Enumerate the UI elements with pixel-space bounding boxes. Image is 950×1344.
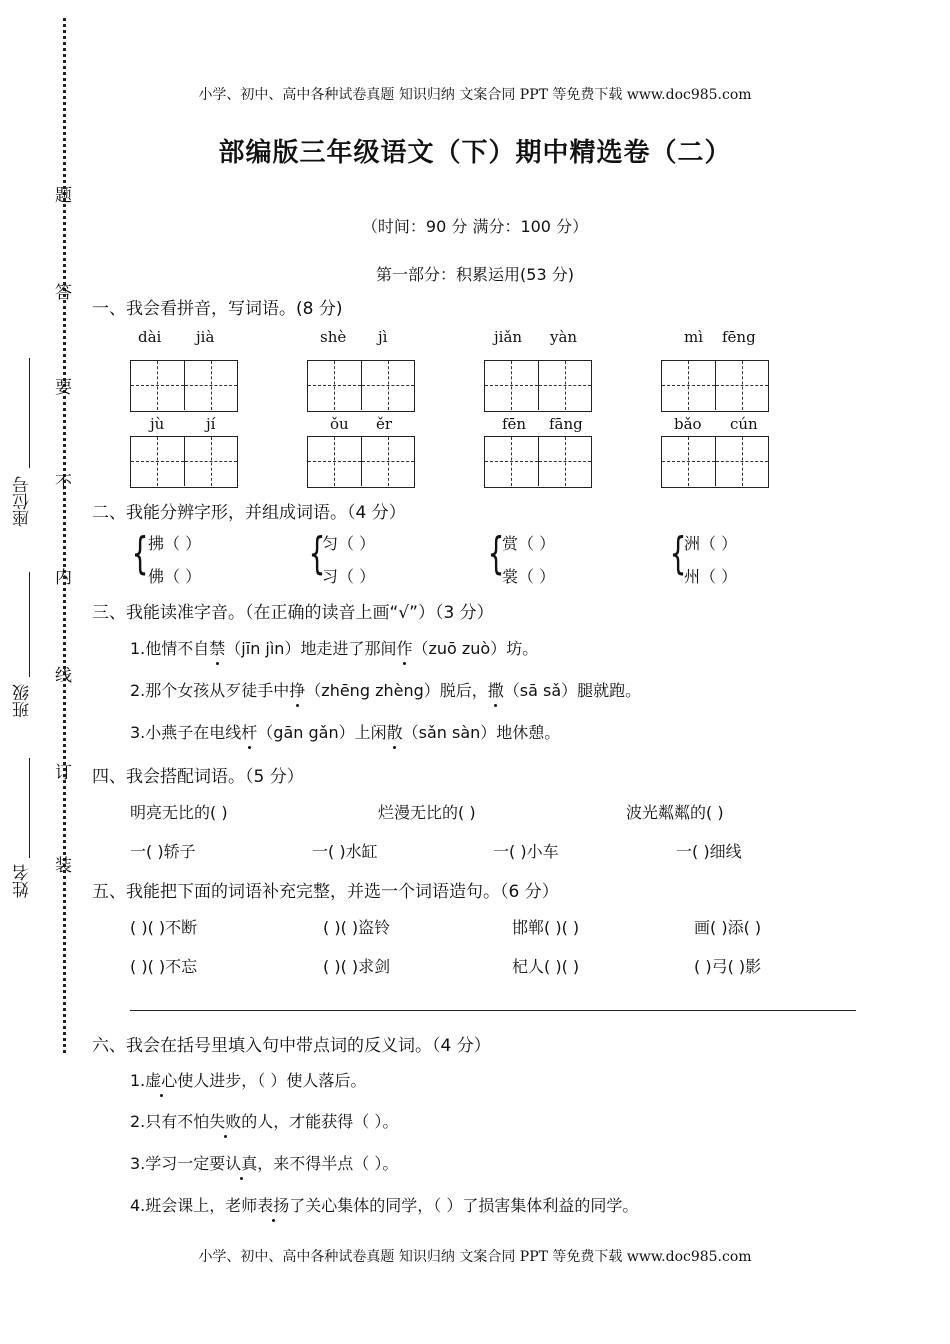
pinyin: bǎo <box>674 415 702 433</box>
binding-dotted-line <box>63 18 66 1053</box>
char-pair-bottom: 佛（ ） <box>148 567 202 586</box>
char-pair-top: 赏（ ） <box>502 534 556 553</box>
seat-underline <box>29 358 30 468</box>
pinyin: ěr <box>376 415 393 433</box>
q3-line: 1.他情不自禁（jīn jìn）地走进了那间作（zuō zuò）坊。 <box>130 636 538 659</box>
seat-label: 座位号 <box>13 476 33 528</box>
writing-grid[interactable] <box>130 360 238 412</box>
measure-item: 一( )细线 <box>676 842 742 861</box>
q3-heading: 三、我能读准字音。（在正确的读音上画“√”）（3 分） <box>92 603 494 623</box>
brace: { <box>487 528 505 579</box>
seal-char: 装 <box>55 856 72 876</box>
pinyin: jià <box>196 328 215 346</box>
match-item: 烂漫无比的( ) <box>378 803 476 822</box>
pinyin: ǒu <box>330 415 349 433</box>
idiom-item: 画( )添( ) <box>694 918 762 937</box>
name-underline <box>29 758 30 858</box>
char-pair-bottom: 裳（ ） <box>502 567 556 586</box>
seal-char: 内 <box>55 568 72 588</box>
pinyin: cún <box>730 415 758 433</box>
name-label: 姓名 <box>13 864 33 898</box>
idiom-item: 邯郸( )( ) <box>512 918 580 937</box>
q6-line: 4.班会课上，老师表扬了关心集体的同学，（ ）了损害集体利益的同学。 <box>130 1193 638 1216</box>
char-pair-top: 匀（ ） <box>322 534 376 553</box>
writing-grid[interactable] <box>307 360 415 412</box>
pinyin: shè <box>320 328 347 346</box>
idiom-item: ( )( )求剑 <box>323 957 391 976</box>
idiom-item: ( )弓( )影 <box>694 957 762 976</box>
q3-line: 2.那个女孩从歹徒手中挣（zhēng zhèng）脱后，撒（sā sǎ）腿就跑。 <box>130 678 641 701</box>
seal-char: 要 <box>55 378 72 398</box>
idiom-item: 杞人( )( ) <box>512 957 580 976</box>
pinyin: jí <box>206 415 216 433</box>
pinyin: yàn <box>550 328 578 346</box>
answer-line[interactable] <box>130 1010 856 1011</box>
q6-line: 1.虚心使人进步，（ ）使人落后。 <box>130 1068 366 1091</box>
writing-grid[interactable] <box>307 436 415 488</box>
writing-grid[interactable] <box>130 436 238 488</box>
page-title: 部编版三年级语文（下）期中精选卷（二） <box>218 138 732 168</box>
idiom-item: ( )( )不忘 <box>130 957 198 976</box>
seal-char: 不 <box>55 473 72 493</box>
writing-grid[interactable] <box>661 436 769 488</box>
page-header: 小学、初中、高中各种试卷真题 知识归纳 文案合同 PPT 等免费下载 www.doc985.com <box>198 87 752 103</box>
q1-heading: 一、我会看拼音，写词语。(8 分) <box>92 299 343 319</box>
writing-grid[interactable] <box>484 436 592 488</box>
measure-item: 一( )轿子 <box>130 842 196 861</box>
match-item: 波光粼粼的( ) <box>626 803 724 822</box>
part-heading: 第一部分：积累运用(53 分) <box>376 265 574 284</box>
pinyin: fāng <box>549 415 583 433</box>
char-pair-bottom: 习（ ） <box>322 567 376 586</box>
char-pair-top: 拂（ ） <box>148 534 202 553</box>
pinyin: dài <box>138 328 162 346</box>
exam-time-score: （时间：90 分 满分：100 分） <box>361 217 589 236</box>
q2-heading: 二、我能分辨字形，并组成词语。（4 分） <box>92 503 406 523</box>
pinyin: fēn <box>502 415 527 433</box>
seal-char: 线 <box>55 666 72 686</box>
char-pair-top: 洲（ ） <box>684 534 738 553</box>
char-pair-bottom: 州（ ） <box>684 567 738 586</box>
idiom-item: ( )( )不断 <box>130 918 198 937</box>
writing-grid[interactable] <box>661 360 769 412</box>
pinyin: jù <box>150 415 165 433</box>
idiom-item: ( )( )盗铃 <box>323 918 391 937</box>
match-item: 明亮无比的( ) <box>130 803 228 822</box>
seal-char: 答 <box>55 283 72 303</box>
q5-heading: 五、我能把下面的词语补充完整，并选一个词语造句。（6 分） <box>92 882 559 902</box>
q6-line: 2.只有不怕失败的人，才能获得（ ）。 <box>130 1109 398 1132</box>
measure-item: 一( )小车 <box>493 842 559 861</box>
seal-char: 题 <box>55 186 72 206</box>
page-footer: 小学、初中、高中各种试卷真题 知识归纳 文案合同 PPT 等免费下载 www.doc985.com <box>198 1249 752 1265</box>
q3-line: 3.小燕子在电线杆（gān gǎn）上闲散（sǎn sàn）地休憩。 <box>130 720 560 743</box>
q6-heading: 六、我会在括号里填入句中带点词的反义词。（4 分） <box>92 1036 491 1056</box>
pinyin: jì <box>378 328 388 346</box>
measure-item: 一( )水缸 <box>312 842 378 861</box>
class-label: 班级 <box>13 684 33 718</box>
pinyin: mì <box>684 328 704 346</box>
writing-grid[interactable] <box>484 360 592 412</box>
brace: { <box>308 528 326 579</box>
seal-char: 订 <box>55 763 72 783</box>
brace: { <box>131 528 149 579</box>
class-underline <box>29 572 30 677</box>
brace: { <box>669 528 687 579</box>
pinyin: jiǎn <box>494 328 523 346</box>
pinyin: fēng <box>722 328 756 346</box>
q4-heading: 四、我会搭配词语。（5 分） <box>92 767 304 787</box>
q6-line: 3.学习一定要认真，来不得半点（ ）。 <box>130 1151 398 1174</box>
